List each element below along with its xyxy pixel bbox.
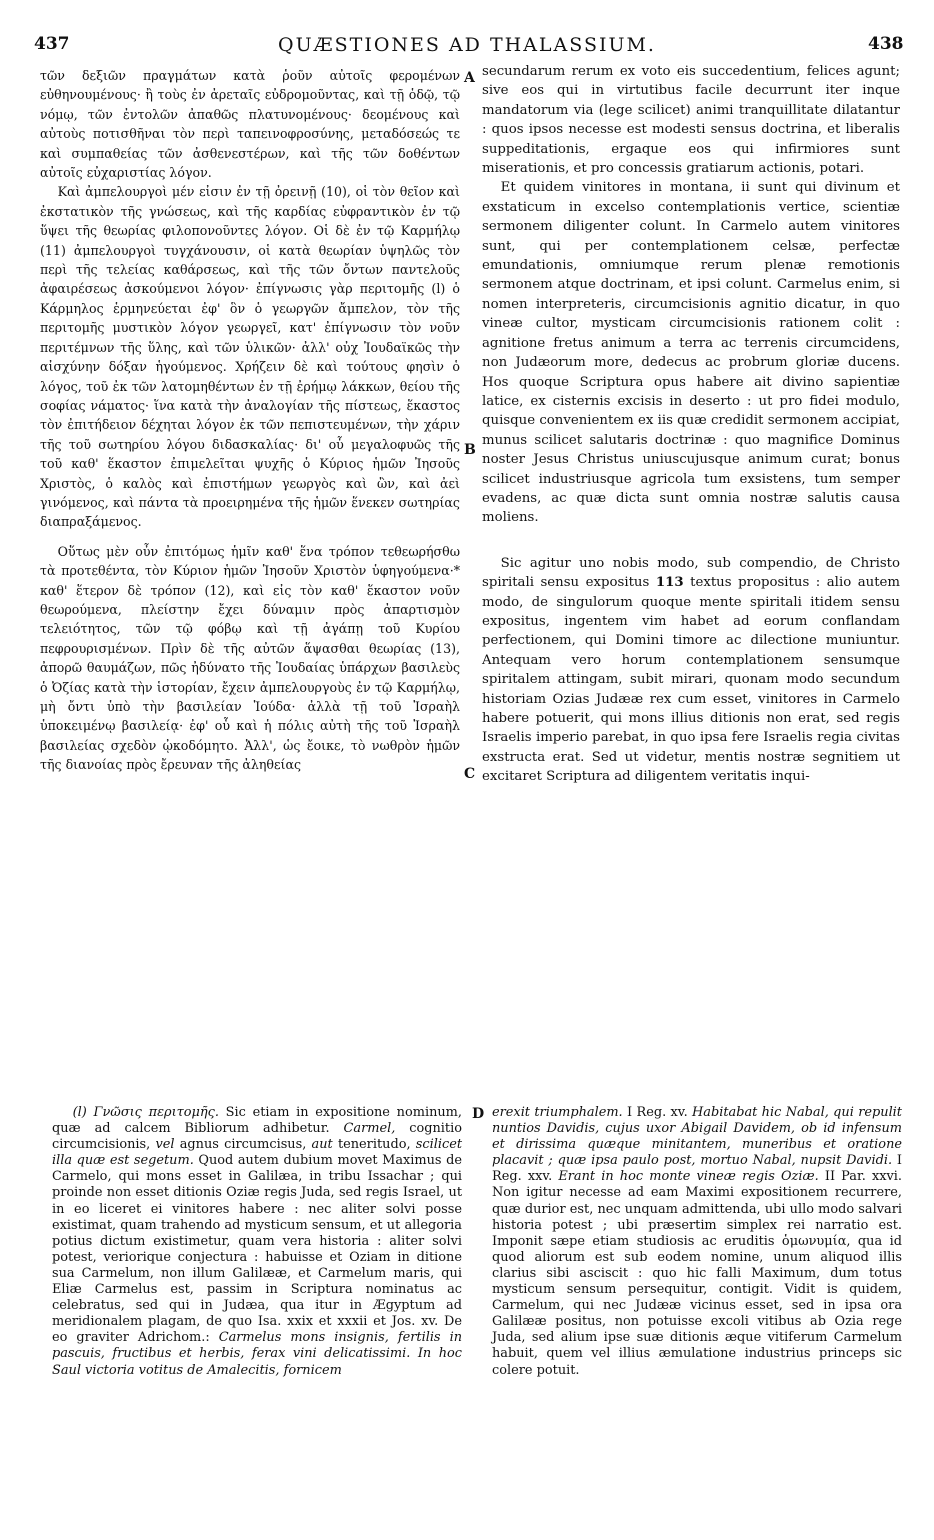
page-number-left: 437 xyxy=(34,34,70,54)
footnote-text: Quod autem dubium movet Maximus de Carmelo, qui mons esset in Galilæa, in tribu Issachar ; qui proinde non esset ditionis Oziæ regis Juda, sed regis Israel, ut in eo liceret ei vinitores habere : nec aliter solvi posse existimat, quam trahendo ad mysticum sensum, et ut allegoria potius dictum existimetur, quam vera historia : aliter solvi potest, veriorique conjectura : habuisse et Oziam in ditione sua Carmelum, non illum Galilææ, et Carmelum maris, qui Eliæ Carmelus est, passim in Scriptura nominatus ac celebratus, sed qui in Judæa, qua itur in Ægyptum ad meridionalem plagam, de quo Isa. xxix et xxxii et Jos. xv. De eo graviter Adrichom.: xyxy=(52,1153,462,1346)
margin-letter-d: D xyxy=(472,1106,485,1122)
latin-column xyxy=(482,62,900,787)
footnote-left xyxy=(52,1105,462,1379)
margin-letter-a: A xyxy=(464,70,475,86)
footnote-text: agnus circumcisus, xyxy=(174,1137,312,1153)
footnote-text: I Reg. xxv. xyxy=(492,1153,902,1185)
margin-letter-b: B xyxy=(464,442,476,458)
footnote-text: II Par. xxvi. Non igitur necesse ad eam Maximi expositionem recurrere, quæ durior est, nec unquam admittenda, ubi ullo modo salvari historia potest ; ubi præsertim simplex rei narratio est. Imponit sæpe etiam studiosis ac eruditis ὁμωνυμία, qua id quod aliorum est sub eodem nomine, unum aliquod illis clarius sibi asciscit : quo hic falli Maximum, dum totus mysticum sensum persequitur, contigit. Vidit is quidem, Carmelum, qui nec Judææ vicinus esset, sed in ipsa ora Galilææ positus, non potuisse excoli vitibus ab Ozia rege Juda, sed alium ipse suæ ditionis æque vitiferum Carmelum habuit, quem vel illius æmulatione industrius princeps sic colere potuit. xyxy=(492,1169,902,1378)
page-number-right: 438 xyxy=(868,34,904,54)
footnote-italic: aut xyxy=(311,1137,333,1153)
footnote-paragraph xyxy=(52,1105,462,1379)
running-title: QUÆSTIONES AD THALASSIUM. xyxy=(278,34,656,56)
latin-paragraph: Et quidem vinitores in montana, ii sunt qui divinum et exstaticum in excelso contemplationis vertice, scientiæ sermonem diligenter colunt. In Carmelo autem vinitores sunt, qui per contemplationem celsæ, perfectæ emundationis, omniumque rerum plenæ remotionis sermonem atque doctrinam, et ipsi colunt. Carmelus enim, si nomen interpreteris, circumcisionis agnitio dicatur, in quo vineæ cultor, mysticam circumcisionis rationem colit : agnitione fretus animum a terra ac terrenis circumcidens, non Judæorum more, dedecus ac probrum gloriæ ducens. Hos quoque Scriptura opus habere ait divino sapientiæ latice, ex cisternis excisis in deserto : ut pro fidei modulo, quisque convenientem ex iis quæ credidit sermonem accipiat, munus scilicet salutaris doctrinæ : quo magnifice Dominus noster Jesus Christus uniuscujusque animum curat; bonus scilicet industriusque agricola tum exsistens, tum semper evadens, ac quæ dicta sunt omnia nostræ salutis causa moliens. xyxy=(482,180,901,526)
greek-column xyxy=(40,66,460,775)
footnote-italic: Habitabat hic Nabal, qui repulit nuntios Davidis, cujus uxor Abigail Davidem, ob id infensum et dirissima quæque minitantem, muneribus et oratione placavit ; quæ ipsa paulo post, mortuo Nabal, nupsit Davidi. xyxy=(492,1105,902,1169)
latin-paragraph-rest: textus propositus : alio autem modo, de singulorum quoque mente spiritali itidem sensu expositus, ingentem vim habet ad eorum conflandam perfectionem, qui Domini timore ac dilectione muniuntur. Antequam vero horum contemplationem sensumque spiritalem attingam, subit mirari, quonam modo secundum historiam Ozias Judææ rex cum esset, vinitores in Carmelo habere potuerit, qui mons illius ditionis non erat, sed regis Israelis imperio parebat, in quo ipsa fere Israelis regia civitas exstructa erat. Sed ut videtur, mentis nostræ segnitiem ut excitaret Scriptura ad diligentem veritatis inqui- xyxy=(482,575,901,785)
margin-letter-c: C xyxy=(464,766,476,782)
greek-paragraph: Καὶ ἀμπελουργοὶ μέν εἰσιν ἐν τῇ ὀρεινῇ (10), οἱ τὸν θεῖον καὶ ἐκστατικὸν τῆς γνώσεως, καὶ τῆς καρδίας εὐφραντικὸν ἐν τῷ ὕψει τῆς θεωρίας φιλοπονοῦντες λόγον. Οἱ δὲ ἐν τῷ Καρμήλῳ (11) ἀμπελουργοὶ τυγχάνουσιν, οἱ κατὰ θεωρίαν ὑψηλῶς τὸν περὶ τῆς τελείας καθάρσεως, καὶ τῆς τῶν ὄντων παντελοῦς ἀφαιρέσεως ἀσκούμενοι λόγον· ἐπίγνωσις γὰρ περιτομῆς (l) ὁ Κάρμηλος ἑρμηνεύεται ἐφ' ὃν ὁ γεωργῶν ἄμπελον, τὸν τῆς περιτομῆς μυστικὸν λόγον γεωργεῖ, κατ' ἐπίγνωσιν τὸν νοῦν περιτέμνων τῆς ὕλης, καὶ τῶν ὑλικῶν· ἀλλ' οὐχ Ἰουδαϊκῶς τὴν αἰσχύνην δόξαν ἡγούμενος. Χρήζειν δὲ καὶ τούτους φησὶν ὁ λόγος, τοῦ ἐκ τῶν λατομηθέντων ἐν τῇ ἐρήμῳ λάκκων, θείου τῆς σοφίας νάματος· ἵνα κατὰ τὴν ἀναλογίαν τῆς πίστεως, ἕκαστος τὸν ἐπιτήδειον δέχηται λόγον ἐκ τῶν πεπιστευμένων, τὴν χάριν τῆς τοῦ σωτηρίου λόγου διδασκαλίας· δι' οὗ μεγαλοφυῶς τῆς τοῦ καθ' ἕκαστον ἐπιμελεῖται ψυχῆς ὁ Κύριος ἡμῶν Ἰησοῦς Χριστὸς, ὁ καλὸς καὶ ἐπιστήμων γεωργὸς καὶ ὢν, καὶ ἀεὶ γινόμενος, καὶ πάντα τὰ προειρημένα τῆς ἡμῶν ἕνεκεν σωτηρίας διαπραξάμενος. xyxy=(40,184,460,530)
footnote-italic: vel xyxy=(155,1137,175,1153)
footnote-italic: Carmel, xyxy=(343,1121,396,1137)
footnote-text: cognitio circumcisionis, xyxy=(52,1121,462,1153)
latin-paragraph: secundarum rerum ex voto eis succedentium, felices agunt; sive eos qui in virtutibus facile decurrunt iter inque mandatorum via (lege scilicet) animi tranquillitate dilatantur : quos ipsos necesse est modesti sensus doctrina, et liberalis suppeditationis, ergaque eos qui infirmiores sunt miserationis, et pro concessis gratiarum actionis, potari. xyxy=(482,64,900,177)
footnote-italic: scilicet illa quæ est segetum. xyxy=(52,1137,463,1169)
latin-paragraph xyxy=(482,554,900,787)
footnote-italic: erexit triumphalem. xyxy=(492,1105,623,1120)
footnote-text: I Reg. xv. xyxy=(622,1105,693,1120)
column-number: 113 xyxy=(655,575,684,591)
greek-paragraph: τῶν δεξιῶν πραγμάτων κατὰ ῥοῦν αὐτοῖς φερομένων εὐθηνουμένους· ἢ τοὺς ἐν ἀρεταῖς εὐδρομοῦντας, καὶ τῇ ὁδῷ, τῷ νόμῳ, τῶν ἐντολῶν ἀπαθῶς πλατυνομένους· δεομένους καὶ αὐτοὺς ποτισθῆναι τὸν περὶ ταπεινοφροσύνης, μεταδόσεώς τε καὶ συμπαθείας τῶν ἀσθενεστέρων, καὶ τῆς τῶν δοθέντων αὐτοῖς εὐχαριστίας λόγον. xyxy=(40,68,460,181)
footnote-italic: Carmelus mons insignis, fertilis in pascuis, fructibus et herbis, ferax vini delicatissimi. In hoc Saul victoria votitus de Amalecitis, fornicem xyxy=(52,1330,462,1378)
footnote-label: (l) Γνῶσις περιτομῆς. xyxy=(72,1105,219,1120)
footnote-text: Sic etiam in expositione nominum, quæ ad calcem Bibliorum adhibetur. xyxy=(52,1105,462,1137)
footnote-right xyxy=(492,1105,902,1379)
greek-paragraph: Οὕτως μὲν οὖν ἐπιτόμως ἡμῖν καθ' ἕνα τρόπον τεθεωρήσθω τὰ προτεθέντα, τὸν Κύριον ἡμῶν Ἰησοῦν Χριστὸν ὑφηγούμενα·* καθ' ἕτερον δὲ τρόπον (12), καὶ εἰς τὸν καθ' ἕκαστον νοῦν θεωρούμενα, πλείστην ἔχει δύναμιν πρὸς ἀπαρτισμὸν τελειότητος, τῶν τῷ φόβῳ καὶ τῇ ἀγάπῃ τοῦ Κυρίου πεφρουρισμένων. Πρὶν δὲ τῆς αὐτῶν ἅψασθαι θεωρίας (13), ἀπορῶ θαυμάζων, πῶς ἠδύνατο τῆς Ἰουδαίας ὑπάρχων βασιλεὺς ὁ Ὀζίας κατὰ τὴν ἱστορίαν, ἔχειν ἀμπελουργοὺς ἐν τῷ Καρμήλῳ, μὴ ὄντι ὑπὸ τὴν βασιλείαν Ἰούδα· ἀλλὰ τῇ τοῦ Ἰσραὴλ ὑποκειμένῳ βασιλείᾳ· ἐφ' οὗ καὶ ἡ πόλις αὐτὴ τῆς τοῦ Ἰσραὴλ βασιλείας σχεδὸν ᾠκοδόμητο. Ἀλλ', ὡς ἔοικε, τὸ νωθρὸν ἡμῶν τῆς διανοίας πρὸς ἔρευναν τῆς ἀληθείας xyxy=(40,543,460,773)
footnote-paragraph xyxy=(492,1105,902,1379)
footnote-italic: Erant in hoc monte vineæ regis Oziæ. xyxy=(558,1169,819,1185)
latin-paragraph-start: Sic agitur uno nobis modo, sub compendio, de Christo spiritali sensu expositus xyxy=(482,555,900,591)
page-header xyxy=(0,34,934,64)
footnote-text: teneritudo, xyxy=(332,1137,416,1153)
